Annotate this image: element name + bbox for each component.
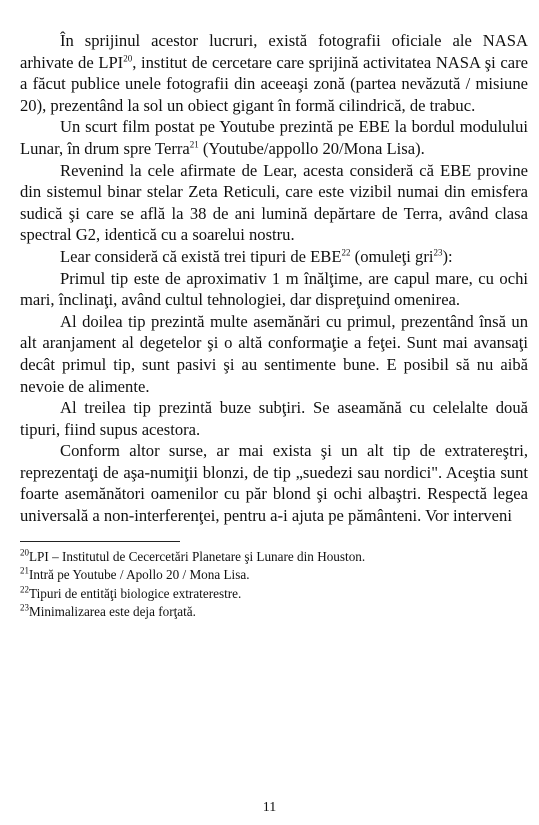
paragraph-1-text-a: În sprijinul acestor lucruri, există fotografii oficiale ale NASA arhivate de LPI — [20, 31, 528, 72]
footnote-number: 20 — [20, 547, 29, 558]
footnote-ref-23: 23 — [433, 247, 443, 258]
paragraph-7 — [20, 397, 528, 440]
footnote-ref-21: 21 — [189, 139, 199, 150]
paragraph-4 — [20, 246, 528, 268]
paragraph-1 — [20, 30, 528, 116]
paragraph-2-text-b: (Youtube/appollo 20/Mona Lisa). — [198, 138, 425, 158]
page-number: 11 — [262, 800, 277, 815]
footnote-23 — [20, 603, 528, 622]
paragraph-5-text: Primul tip este de aproximativ 1 m înălţime, are capul mare, cu ochi mari, înclinaţi, având cultul tehnologiei, dar dispreţuind omenirea. — [20, 268, 528, 310]
footnote-20 — [20, 548, 528, 567]
footnote-number: 23 — [20, 602, 29, 613]
paragraph-6 — [20, 311, 528, 397]
page-content — [20, 30, 528, 622]
footnote-22 — [20, 585, 528, 604]
paragraph-8 — [20, 440, 528, 526]
footnote-ref-22: 22 — [341, 247, 351, 258]
paragraph-6-text: Al doilea tip prezintă multe asemănări cu primul, prezentând însă un alt aranjament al degetelor şi o altă conformaţie a feţei. Sunt mai avansaţi decât primul tip, sunt pasivi şi au sentimente bune. E posibil să nu aibă nevoie de alimente. — [20, 311, 528, 396]
paragraph-5 — [20, 268, 528, 311]
paragraph-1-text-b: , institut de cercetare care sprijină activitatea NASA şi care a făcut publice unele fotografii din aceeaşi zonă (partea nevăzută / misiune 20), prezentând la sol un obiect gigant în formă cilindrică, de trabuc. — [20, 52, 528, 115]
footnotes — [20, 548, 528, 622]
body-text — [20, 30, 528, 527]
footnote-text: Tipuri de entităţi biologice extraterestre. — [29, 585, 242, 601]
footnote-text: Intră pe Youtube / Apollo 20 / Mona Lisa. — [29, 567, 250, 583]
footnote-21 — [20, 566, 528, 585]
footnote-separator — [20, 541, 180, 542]
paragraph-2-text-a: Un scurt film postat pe Youtube prezintă pe EBE la bordul modulului Lunar, în drum spre Terra — [20, 117, 528, 158]
paragraph-3-text: Revenind la cele afirmate de Lear, acesta consideră că EBE provine din sistemul binar stelar Zeta Reticuli, care este vizibil numai din emisfera sudică şi care se află la 38 de ani lumină depărtare de Terra, având clasa spectral G2, identică cu a soarelui nostru. — [20, 160, 528, 245]
paragraph-7-text: Al treilea tip prezintă buze subţiri. Se aseamănă cu celelalte două tipuri, fiind supus acestora. — [20, 398, 528, 439]
footnote-text: LPI – Institutul de Cecercetări Planetare şi Lunare din Houston. — [29, 548, 366, 564]
footnote-ref-20: 20 — [123, 53, 133, 64]
footnote-text: Minimalizarea este deja forţată. — [29, 604, 196, 620]
footnote-number: 22 — [20, 584, 29, 595]
paragraph-4-text-a: Lear consideră că există trei tipuri de EBE — [60, 246, 342, 266]
paragraph-3 — [20, 160, 528, 246]
paragraph-8-text: Conform altor surse, ar mai exista şi un alt tip de extratereştri, reprezentaţi de aşa-numiţii blonzi, de tip „suedezi sau nordici". Aceştia sunt foarte asemănători oamenilor cu păr blond şi ochi albaştri. Respectă legea universală a non-interferenţei, pentru a-i ajuta pe pământeni. Vor interveni — [20, 441, 528, 526]
paragraph-2 — [20, 116, 528, 159]
paragraph-4-text-b: (omuleţi gri — [350, 246, 434, 266]
paragraph-4-text-c: ): — [442, 246, 453, 266]
footnote-number: 21 — [20, 565, 29, 576]
